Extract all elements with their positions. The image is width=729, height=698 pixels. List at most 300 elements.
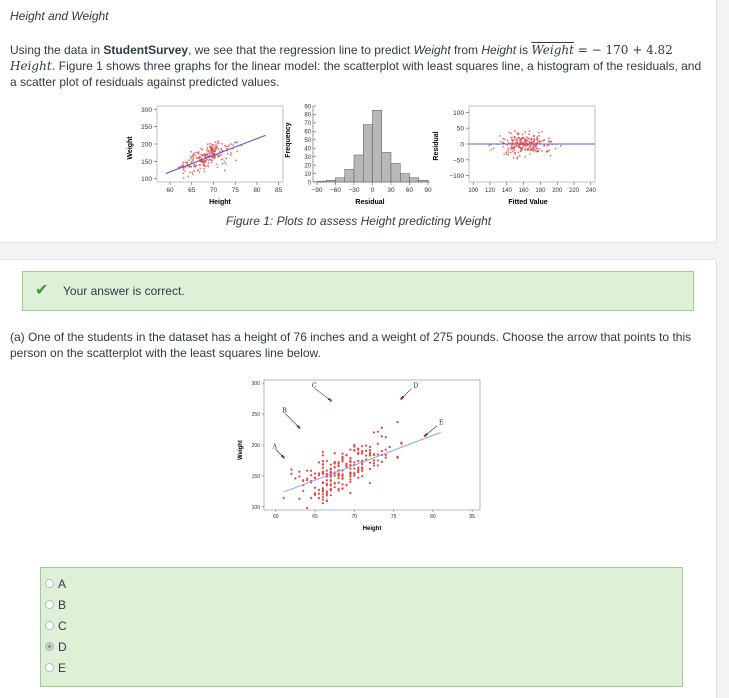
p4-point: [338, 465, 340, 467]
p4-point: [322, 499, 324, 501]
p3-point: [519, 147, 521, 149]
arrow-label-c: C: [311, 382, 317, 390]
p1-point: [210, 159, 212, 161]
p1-point: [224, 169, 226, 171]
p1-point: [190, 151, 192, 153]
p4-point: [373, 464, 375, 466]
p1-point: [192, 173, 194, 175]
p4-point: [290, 473, 292, 475]
p4-xtick-label: 60: [273, 514, 279, 520]
p1-ytick-label: 100: [141, 176, 152, 184]
p4-point: [334, 475, 336, 477]
p4-xtick-label: 80: [430, 514, 436, 520]
p3-ytick-label: 100: [453, 109, 464, 117]
p1-point: [202, 163, 204, 165]
p1-point: [187, 161, 189, 163]
p2-ytick-label: 10: [304, 171, 311, 178]
p3-ytick-label: 0: [460, 141, 464, 149]
p1-point: [209, 146, 211, 148]
p4-point: [357, 448, 359, 450]
p4-point: [294, 477, 296, 479]
p3-point: [507, 139, 509, 141]
p1-point: [196, 152, 198, 154]
p4-point: [349, 459, 351, 461]
p4-point: [310, 474, 312, 476]
p4-point: [353, 461, 355, 463]
p2-ytick-label: 50: [304, 138, 311, 145]
p4-point: [361, 463, 363, 465]
p4-point: [361, 470, 363, 472]
p1-point: [184, 170, 186, 172]
p1-point: [218, 148, 220, 150]
p4-point: [326, 492, 328, 494]
p1-point: [189, 172, 191, 174]
p3-point: [517, 156, 519, 158]
p3-xtick-label: 200: [552, 188, 563, 194]
p4-point: [326, 499, 328, 501]
p4-point: [349, 481, 351, 483]
radio-button[interactable]: [45, 663, 54, 672]
figure-1: [0, 100, 717, 232]
p1-point: [193, 157, 195, 159]
p4-point: [322, 454, 324, 456]
p4-point: [334, 486, 336, 488]
p4-xlabel: Height: [362, 526, 382, 532]
p3-point: [531, 146, 533, 148]
p1-point: [224, 145, 226, 147]
p2-xtick-label: −90: [311, 187, 323, 194]
equation-rhs: = − 170 + 4.82: [573, 43, 673, 57]
p4-point: [338, 461, 340, 463]
p3-point: [528, 133, 530, 135]
radio-button[interactable]: [45, 621, 54, 630]
p1-frame: [157, 106, 283, 182]
p4-point: [322, 460, 324, 462]
p4-xtick-label: 75: [390, 514, 397, 520]
p1-point: [207, 151, 209, 153]
p4-point: [330, 468, 332, 470]
p4-point: [345, 464, 347, 466]
p4-point: [373, 454, 375, 456]
p1-point: [221, 143, 223, 145]
p4-point: [334, 482, 336, 484]
figure-1-plots: [0, 100, 717, 212]
arrow-label-a: A: [272, 443, 277, 451]
p2-bar: [354, 155, 363, 182]
p4-point: [377, 464, 379, 466]
p1-ylabel: Weight: [127, 136, 134, 160]
p1-point: [208, 159, 210, 161]
p2-ytick-label: 60: [304, 129, 311, 136]
p4-point: [338, 488, 340, 490]
p3-point: [550, 141, 552, 143]
p3-point: [505, 151, 507, 153]
p4-point: [322, 502, 324, 504]
arrow-label-b: B: [282, 407, 287, 415]
p4-point: [381, 427, 383, 429]
p4-point: [385, 436, 387, 438]
p3-point: [530, 149, 532, 151]
response-variable: Weight: [413, 43, 451, 57]
problem-intro-card: [0, 0, 717, 243]
p4-point: [349, 449, 351, 451]
p4-point: [357, 467, 359, 469]
p4-point: [314, 472, 316, 474]
p1-point: [230, 152, 232, 154]
p4-point: [377, 459, 379, 461]
p1-point: [200, 168, 202, 170]
p3-point: [503, 153, 505, 155]
p1-point: [200, 161, 202, 163]
p1-point: [183, 161, 185, 163]
p1-xtick-label: 70: [209, 187, 218, 194]
p1-point: [235, 141, 237, 143]
scatterplot-with-arrows: [224, 372, 484, 532]
p2-ytick-label: 40: [304, 146, 311, 153]
correct-feedback: [22, 271, 694, 311]
p1-xlabel: Height: [209, 199, 231, 206]
p3-ytick-label: −50: [452, 157, 464, 165]
p4-point: [361, 445, 363, 447]
p2-bar: [382, 152, 391, 182]
p3-point: [532, 145, 534, 147]
p1-point: [230, 154, 232, 156]
p4-point: [341, 473, 343, 475]
question-card: [0, 259, 717, 698]
p1-ytick-label: 200: [141, 141, 152, 149]
p1-point: [206, 153, 208, 155]
p3-point: [548, 140, 550, 142]
p3-point: [536, 147, 538, 149]
p1-point: [228, 144, 230, 146]
p4-ytick-label: 100: [251, 504, 260, 511]
p2-xtick-label: 30: [387, 187, 395, 194]
p4-point: [306, 469, 308, 471]
p4-point: [349, 475, 351, 477]
p1-point: [197, 169, 199, 171]
p2-bar: [363, 125, 372, 182]
p3-point: [517, 151, 519, 153]
p4-xtick-label: 65: [312, 514, 318, 520]
p3-point: [521, 149, 523, 151]
p1-point: [200, 148, 202, 150]
p4-point: [353, 475, 355, 477]
p4-point: [310, 497, 312, 499]
p1-point: [204, 171, 206, 173]
p3-point: [560, 145, 562, 147]
arrow-label-d: D: [413, 382, 419, 390]
p3-xtick-label: 120: [484, 188, 496, 194]
p4-point: [330, 484, 332, 486]
p4-point: [369, 468, 371, 470]
p2-bar: [400, 174, 409, 182]
p4-point: [283, 497, 285, 499]
p4-point: [349, 473, 351, 475]
p4-point: [334, 466, 336, 468]
p4-point: [349, 457, 351, 459]
p4-point: [381, 461, 383, 463]
p3-point: [493, 148, 495, 150]
p3-point: [555, 148, 557, 150]
p1-point: [207, 143, 209, 145]
p4-point: [373, 462, 375, 464]
p1-point: [202, 165, 204, 167]
intro-text-4: is: [516, 43, 532, 57]
p4-point: [322, 451, 324, 453]
equation-end: .: [51, 59, 56, 73]
p3-point: [512, 148, 514, 150]
p2-ytick-label: 20: [304, 163, 311, 170]
p1-point: [196, 164, 198, 166]
p3-point: [508, 142, 510, 144]
p3-ylabel: Residual: [433, 131, 440, 161]
p1-xtick-label: 65: [188, 187, 196, 194]
p4-point: [396, 457, 398, 459]
p1-point: [192, 171, 194, 173]
p4-point: [349, 492, 351, 494]
p4-point: [353, 449, 355, 451]
p3-point: [513, 157, 515, 159]
p4-point: [314, 487, 316, 489]
p3-point: [516, 158, 518, 160]
p3-point: [515, 142, 517, 144]
p1-point: [214, 141, 216, 143]
p4-point: [338, 482, 340, 484]
p1-point: [208, 154, 210, 156]
p3-point: [516, 141, 518, 143]
p4-point: [330, 479, 332, 481]
p1-point: [203, 168, 205, 170]
p4-point: [385, 457, 387, 459]
p4-point: [369, 452, 371, 454]
p3-point: [541, 140, 543, 142]
p4-point: [361, 475, 363, 477]
p3-xtick-label: 180: [535, 188, 546, 194]
p4-point: [361, 450, 363, 452]
p4-xtick-label: 70: [351, 514, 358, 520]
p3-point: [524, 131, 526, 133]
p4-point: [306, 507, 308, 509]
p4-point: [318, 474, 320, 476]
p1-point: [210, 152, 212, 154]
p1-point: [220, 148, 222, 150]
p2-xtick-label: 60: [405, 187, 414, 194]
p4-point: [302, 490, 304, 492]
p4-ytick-label: 150: [251, 473, 260, 480]
p1-point: [194, 152, 196, 154]
p3-point: [513, 149, 515, 151]
p4-point: [377, 431, 379, 433]
p1-point: [225, 158, 227, 160]
intro-text-2: , we see that the regression line to predict: [188, 43, 414, 57]
p4-xtick-label: 85: [469, 514, 475, 520]
p3-point: [534, 146, 536, 148]
p3-point: [510, 132, 512, 134]
p3-point: [524, 156, 526, 158]
p4-point: [349, 472, 351, 474]
p1-xtick-label: 85: [275, 187, 283, 194]
p4-point: [389, 446, 391, 448]
p1-point: [184, 167, 186, 169]
p1-point: [197, 157, 199, 159]
p1-xtick-label: 75: [231, 187, 239, 194]
p4-point: [357, 452, 359, 454]
p4-point: [381, 435, 383, 437]
p4-point: [357, 468, 359, 470]
p4-point: [322, 467, 324, 469]
p3-point: [488, 144, 490, 146]
checkmark-icon: ✔: [35, 282, 49, 299]
predictor-variable: Height: [481, 43, 517, 57]
p3-point: [528, 141, 530, 143]
figure-caption-text: Figure 1: Plots to assess Height predicting Weight: [225, 214, 492, 228]
p4-point: [373, 459, 375, 461]
p1-point: [216, 147, 218, 149]
p1-xtick-label: 80: [253, 187, 261, 194]
p4-point: [341, 456, 343, 458]
p1-point: [222, 163, 224, 165]
p1-point: [211, 161, 213, 163]
p3-point: [524, 148, 526, 150]
p4-point: [365, 455, 367, 457]
problem-description: [10, 42, 706, 90]
arrow-label-e: E: [439, 419, 444, 427]
p1-point: [236, 150, 238, 152]
p3-ytick-label: −100: [449, 173, 464, 181]
p1-point: [237, 141, 239, 143]
p4-point: [400, 442, 402, 444]
p4-point: [369, 449, 371, 451]
p2-xtick-label: 0: [370, 187, 375, 194]
p4-point: [310, 470, 312, 472]
p1-point: [182, 163, 184, 165]
radio-button[interactable]: [45, 600, 54, 609]
p1-point: [199, 156, 201, 158]
p4-point: [381, 450, 383, 452]
p4-point: [341, 460, 343, 462]
p4-point: [357, 471, 359, 473]
p3-point: [510, 152, 512, 154]
p4-point: [369, 482, 371, 484]
p3-point: [548, 138, 550, 140]
p2-ytick-label: 0: [307, 180, 311, 187]
p4-point: [369, 462, 371, 464]
p1-point: [191, 157, 193, 159]
p1-point: [227, 153, 229, 155]
p1-point: [207, 147, 209, 149]
p1-point: [182, 169, 184, 171]
p4-point: [338, 473, 340, 475]
p4-point: [302, 480, 304, 482]
p2-xtick-label: −30: [348, 187, 360, 194]
radio-button[interactable]: [45, 579, 54, 588]
p4-point: [322, 482, 324, 484]
p3-point: [507, 148, 509, 150]
p3-point: [514, 130, 516, 132]
p3-point: [527, 137, 529, 139]
intro-text-1: Using the data in: [10, 43, 104, 57]
p4-point: [330, 489, 332, 491]
p1-point: [225, 163, 227, 165]
p1-point: [190, 156, 192, 158]
p4-point: [334, 461, 336, 463]
p4-point: [322, 487, 324, 489]
p3-point: [539, 140, 541, 142]
p3-point: [525, 146, 527, 148]
p1-point: [202, 161, 204, 163]
equation-lhs: Weight: [531, 43, 574, 57]
p1-point: [203, 155, 205, 157]
p4-point: [298, 498, 300, 500]
p4-point: [322, 493, 324, 495]
p3-point: [538, 135, 540, 137]
p4-point: [326, 479, 328, 481]
p3-point: [529, 153, 531, 155]
feedback-message: Your answer is correct.: [63, 284, 185, 298]
p2-bar: [410, 178, 419, 182]
p1-point: [188, 159, 190, 161]
p1-ytick-label: 150: [141, 158, 152, 166]
p4-point: [349, 468, 351, 470]
p3-point: [533, 135, 535, 137]
p3-xtick-label: 220: [568, 188, 580, 194]
p4-point: [361, 452, 363, 454]
p3-point: [515, 146, 517, 148]
p2-xtick-label: 90: [424, 187, 432, 194]
p1-point: [207, 162, 209, 164]
p3-point: [536, 137, 538, 139]
p4-point: [357, 460, 359, 462]
p3-point: [535, 149, 537, 151]
p4-point: [322, 496, 324, 498]
p3-point: [511, 137, 513, 139]
p1-point: [224, 161, 226, 163]
p1-point: [215, 144, 217, 146]
p3-point: [503, 146, 505, 148]
p4-ytick-label: 200: [251, 443, 260, 449]
p4-point: [385, 449, 387, 451]
p3-point: [550, 155, 552, 157]
p3-point: [541, 150, 543, 152]
p1-point: [209, 143, 211, 145]
scatterplot-with-ls-line: [127, 106, 283, 206]
p4-point: [322, 472, 324, 474]
p3-point: [520, 139, 522, 141]
p4-point: [369, 454, 371, 456]
p3-xtick-label: 240: [585, 188, 596, 194]
p3-xtick-label: 100: [468, 188, 479, 194]
p4-point: [326, 490, 328, 492]
choice-label: D: [58, 640, 67, 654]
p4-point: [326, 469, 328, 471]
p3-point: [533, 150, 535, 152]
p4-ylabel: Weight: [238, 440, 244, 460]
choice-label: C: [58, 619, 67, 633]
p1-point: [213, 145, 215, 147]
p4-point: [326, 460, 328, 462]
p1-point: [199, 164, 201, 166]
p3-point: [519, 155, 521, 157]
answer-choices: [40, 567, 683, 687]
p3-xtick-label: 160: [518, 188, 529, 194]
p1-ytick-label: 300: [141, 106, 152, 114]
p4-point: [365, 450, 367, 452]
residuals-vs-fitted-plot: [433, 106, 596, 206]
p3-point: [536, 145, 538, 147]
radio-button[interactable]: [45, 642, 54, 651]
p1-point: [195, 154, 197, 156]
p4-point: [330, 494, 332, 496]
